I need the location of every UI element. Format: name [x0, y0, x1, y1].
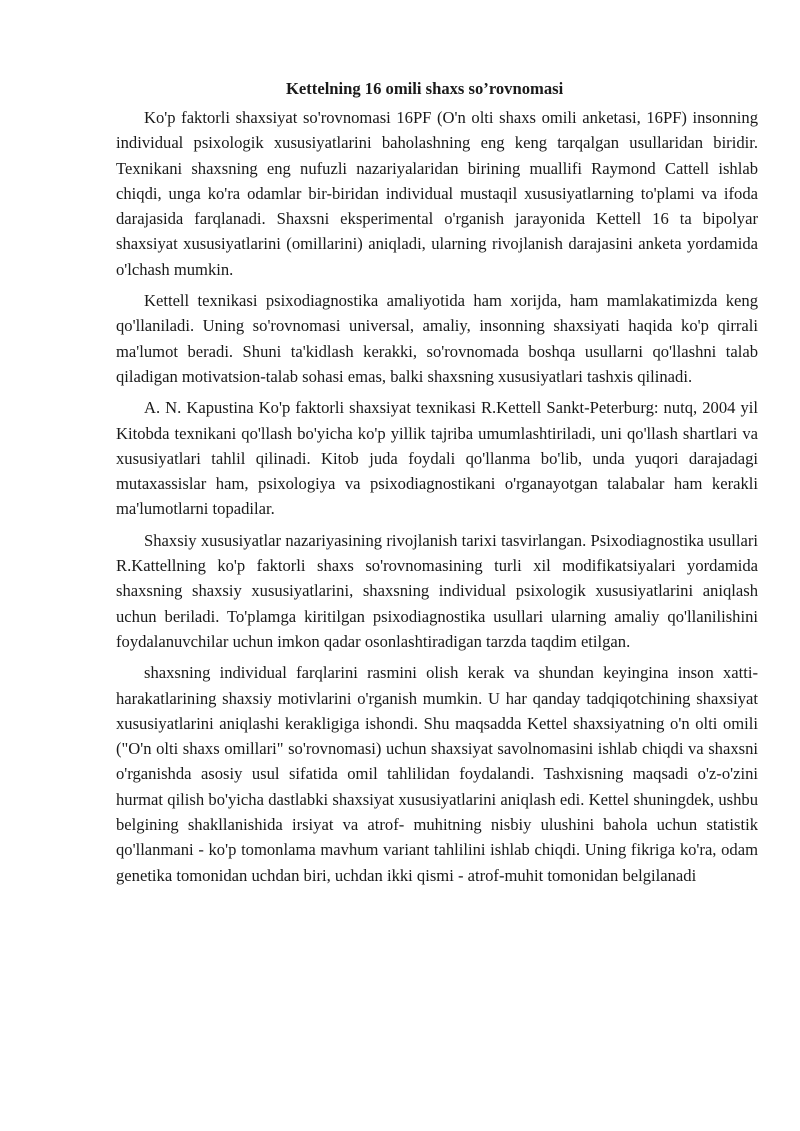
paragraph-3: A. N. Kapustina Ko'p faktorli shaxsiyat texnikasi R.Kettell Sankt-Peterburg: nutq, 2004 yil Kitobda texnikani qo'llash bo'yicha ko'p yillik tajriba umumlashtiriladi, uni qo'llash shartlari va xususiyatlari tahlil qilinadi. Kitob juda foydali qo'llanma bo'lib, unda yuqori darajadagi mutaxassislar ham, psixologiya va psixodiagnostikani o'rganayotgan talabalar ham kerakli ma'lumotlarni topadilar.: [116, 398, 758, 519]
document-title: Kettelning 16 omili shaxs so’rovnomasi: [286, 79, 564, 98]
paragraph-5: shaxsning individual farqlarini rasmini olish kerak va shundan keyingina inson xatti- harakatlarining shaxsiy motivlarini o'rganish mumkin. U har qanday tadqiqotchining shaxsiyat xususiyatlarini aniqlashi kerakligiga ishondi. Shu maqsadda Kettel shaxsiyatning o'n olti omili ("O'n olti shaxs omillari" so'rovnomasi) uchun shaxsiyat savolnomasini ishlab chiqdi va shaxsni o'rganishda asosiy usul sifatida omil tahlilidan foydalandi. Tashxisning maqsadi o'z-o'zini hurmat qilish bo'yicha dastlabki shaxsiyat xususiyatlarini aniqlash edi. Kettel shuningdek, ushbu belgining shakllanishida irsiyat va atrof- muhitning nisbiy ulushini bahola uchun statistik qo'llanmani - ko'p tomonlama mavhum variant tahlilini ishlab chiqdi. Uning fikriga ko'ra, odam genetika tomonidan uchdan biri, uchdan ikki qismi - atrof-muhit tomonidan belgilanadi: [116, 663, 758, 885]
paragraph-2: Kettell texnikasi psixodiagnostika amaliyotida ham xorijda, ham mamlakatimizda keng qo'llaniladi. Uning so'rovnomasi universal, amaliy, insonning shaxsiyati haqida ko'p qirrali ma'lumot beradi. Shuni ta'kidlash kerakki, so'rovnomada boshqa usullarni qo'llashni talab qiladigan motivatsion-talab sohasi emas, balki shaxsning xususiyatlari tashxis qilinadi.: [116, 291, 758, 386]
paragraph-1: Ko'p faktorli shaxsiyat so'rovnomasi 16PF (O'n olti shaxs omili anketasi, 16PF) insonning individual psixologik xususiyatlarini baholashning eng keng tarqalgan usullaridan biridir. Texnikani shaxsning eng nufuzli nazariyalaridan birining muallifi Raymond Cattell ishlab chiqdi, unga ko'ra odamlar bir-biridan individual mustaqil xususiyatlarning to'plami va ifoda darajasida farqlanadi. Shaxsni eksperimental o'rganish jarayonida Kettell 16 ta bipolyar shaxsiyat xususiyatlarini (omillarini) aniqladi, ularning rivojlanish darajasini anketa yordamida o'lchash mumkin.: [116, 108, 758, 279]
paragraph-4: Shaxsiy xususiyatlar nazariyasining rivojlanish tarixi tasvirlangan. Psixodiagnostika usullari R.Kattellning ko'p faktorli shaxs so'rovnomasining turli xil modifikatsiyalari yordamida shaxsning shaxsiy xususiyatlarini, shaxsning individual psixologik xususiyatlarini aniqlash uchun beriladi. To'plamga kiritilgan psixodiagnostika usullari ularning amaliy qo'llanilishini foydalanuvchilar uchun imkon qadar osonlashtiradigan tarzda taqdim etilgan.: [116, 530, 758, 651]
